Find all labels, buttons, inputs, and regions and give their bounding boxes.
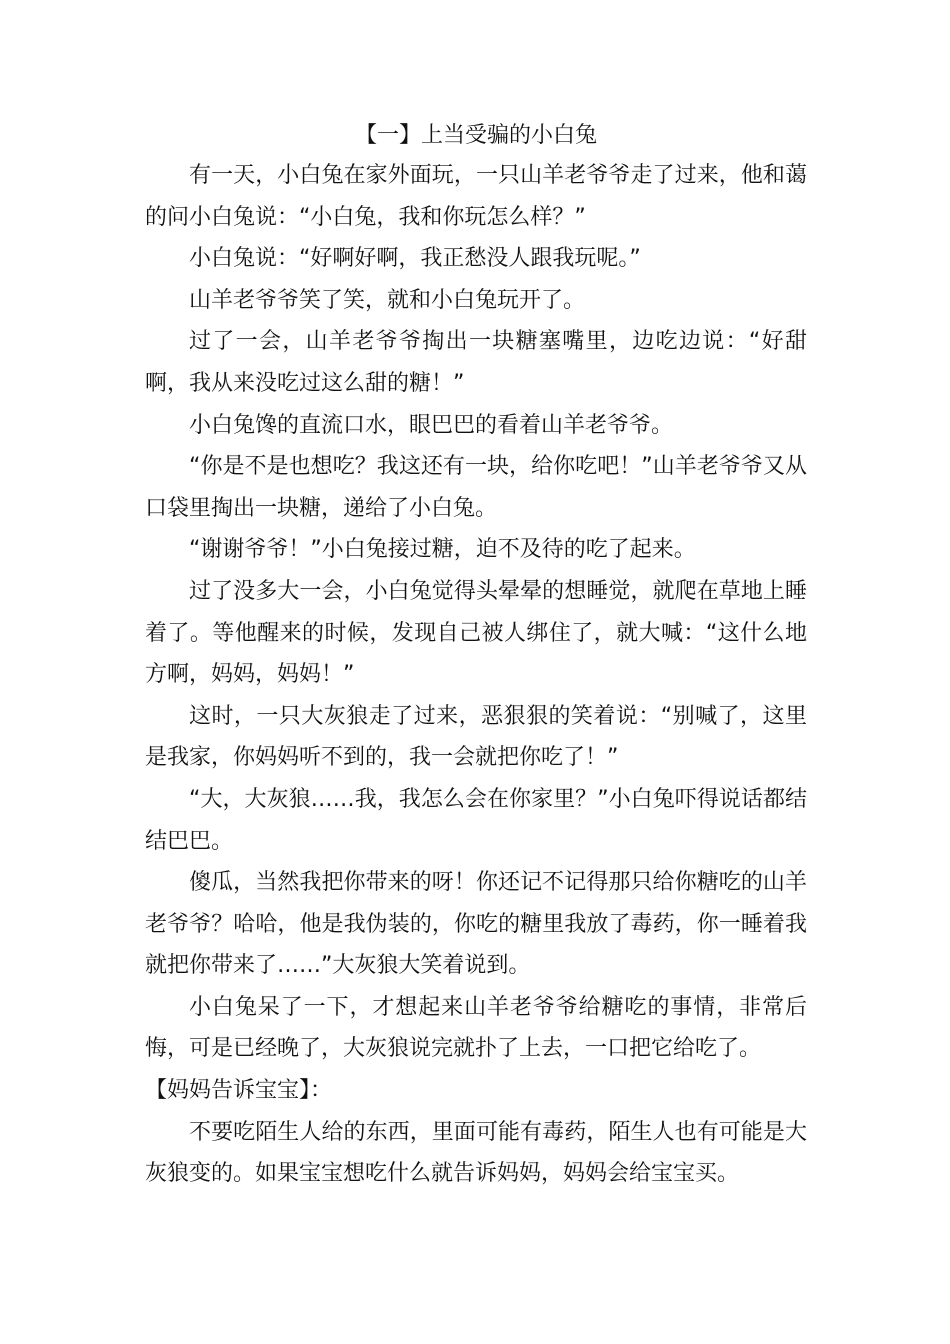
paragraph: 傻瓜，当然我把你带来的呀！你还记不记得那只给你糖吃的山羊老爷爷？哈哈，他是我伪装的，你吃的糖里我放了毒药，你一睡着我就把你带来了……”大灰狼大笑着说到。	[145, 870, 807, 979]
paragraph: 小白兔呆了一下，才想起来山羊老爷爷给糖吃的事情，非常后悔，可是已经晚了，大灰狼说完就扑了上去，一口把它给吃了。	[145, 994, 807, 1062]
paragraph: 不要吃陌生人给的东西，里面可能有毒药，陌生人也有可能是大灰狼变的。如果宝宝想吃什么就告诉妈妈，妈妈会给宝宝买。	[145, 1119, 807, 1187]
section-heading: 【妈妈告诉宝宝】：	[145, 1078, 333, 1104]
paragraph: “大，大灰狼……我，我怎么会在你家里？”小白兔吓得说话都结结巴巴。	[145, 786, 807, 854]
paragraph: 小白兔馋的直流口水，眼巴巴的看着山羊老爷爷。	[189, 412, 674, 438]
document-title: 【一】上当受骗的小白兔	[354, 123, 597, 148]
paragraph: 过了一会，山羊老爷爷掏出一块糖塞嘴里，边吃边说：“好甜啊，我从来没吃过这么甜的糖！”	[145, 329, 807, 396]
document-body	[145, 155, 807, 1195]
paragraph: 有一天，小白兔在家外面玩，一只山羊老爷爷走了过来，他和蔼的问小白兔说：“小白兔，我和你玩怎么样？”	[145, 163, 807, 230]
paragraph: 过了没多大一会，小白兔觉得头晕晕的想睡觉，就爬在草地上睡着了。等他醒来的时候，发现自己被人绑住了，就大喊：“这什么地方啊，妈妈，妈妈！”	[145, 578, 807, 688]
paragraph: 小白兔说：“好啊好啊，我正愁没人跟我玩呢。”	[189, 246, 641, 272]
paragraph: “你是不是也想吃？我这还有一块，给你吃吧！”山羊老爷爷又从口袋里掏出一块糖，递给了小白兔。	[145, 454, 807, 521]
paragraph: 这时，一只大灰狼走了过来，恶狠狠的笑着说：“别喊了，这里是我家，你妈妈听不到的，我一会就把你吃了！”	[145, 703, 807, 771]
paragraph: “谢谢爷爷！”小白兔接过糖，迫不及待的吃了起来。	[189, 537, 696, 563]
paragraph: 山羊老爷爷笑了笑，就和小白兔玩开了。	[189, 287, 586, 313]
